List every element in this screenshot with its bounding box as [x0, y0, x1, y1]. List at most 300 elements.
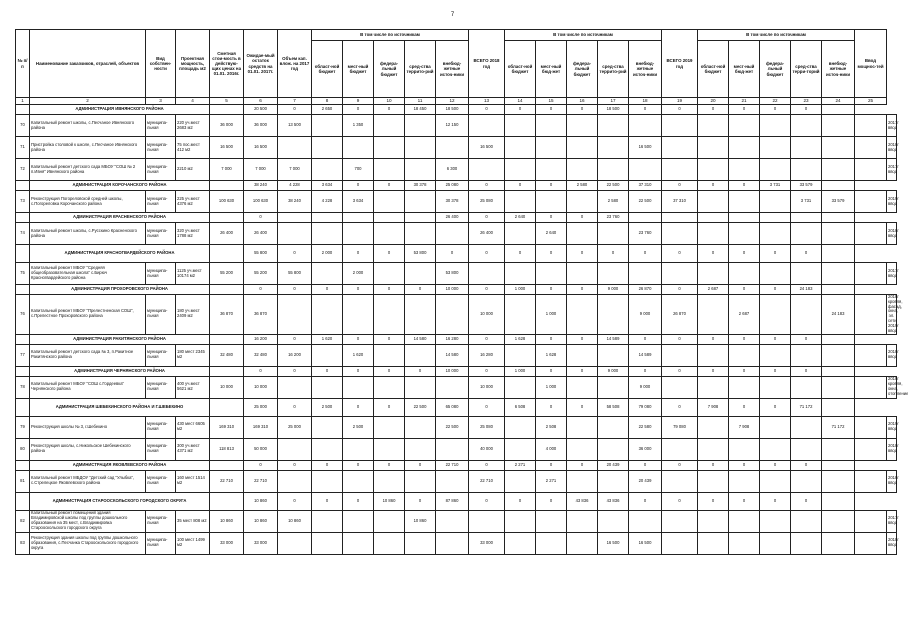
value-cell: 0 [505, 105, 536, 115]
value-cell [855, 263, 887, 285]
section-name: АДМИНИСТРАЦИЯ ШЕБЕКИНСКОГО РАЙОНА И Г.ШЕБЕКИНО [30, 398, 210, 416]
value-cell: 0 [374, 398, 405, 416]
value-cell: 16 500 [469, 137, 505, 159]
value-cell: 26 400 [244, 223, 278, 245]
value-cell [760, 159, 791, 181]
header-territory-2019: сред-ства терри-торий [791, 41, 822, 98]
value-cell: 0 [760, 245, 791, 263]
table-row [16, 115, 897, 137]
value-cell: 0 [312, 492, 343, 510]
value-cell [374, 344, 405, 366]
value-cell: 0 [760, 398, 791, 416]
value-cell [436, 510, 469, 532]
value-cell: 10 000 [469, 376, 505, 398]
column-number: 22 [760, 98, 791, 105]
value-cell: 0 [278, 398, 312, 416]
value-cell: 1 000 [505, 366, 536, 376]
row-number: 70 [16, 115, 30, 137]
value-cell [312, 510, 343, 532]
value-cell: 16 500 [210, 137, 244, 159]
value-cell [405, 416, 436, 438]
table-row [16, 137, 897, 159]
value-cell [278, 137, 312, 159]
section-name: АДМИНИСТРАЦИЯ ПРОХОРОВСКОГО РАЙОНА [30, 285, 210, 295]
value-cell: 2 687 [698, 285, 729, 295]
value-cell [855, 115, 887, 137]
section-name: АДМИНИСТРАЦИЯ ИВНЯНСКОГО РАЙОНА [30, 105, 210, 115]
value-cell: 0 [405, 492, 436, 510]
value-cell [536, 510, 567, 532]
value-cell: 25 000 [244, 398, 278, 416]
value-cell [278, 376, 312, 398]
value-cell: 0 [244, 213, 278, 223]
value-cell: 0 [729, 181, 760, 191]
value-cell [729, 376, 760, 398]
header-regional-2017: област-ной бюджет [312, 41, 343, 98]
table-row [16, 191, 897, 213]
value-cell [536, 137, 567, 159]
value-cell: 0 [343, 181, 374, 191]
row-number: 72 [16, 159, 30, 181]
value-cell [567, 470, 598, 492]
value-cell: 16 500 [244, 137, 278, 159]
value-cell: 2 687 [729, 295, 760, 335]
value-cell: 0 [567, 366, 598, 376]
value-cell: 0 [629, 460, 662, 470]
value-cell: 100 630 [210, 191, 244, 213]
value-cell [436, 376, 469, 398]
row-number [16, 105, 30, 115]
value-cell [698, 532, 729, 554]
value-cell: 14 580 [405, 334, 436, 344]
value-cell: 2 000 [343, 263, 374, 285]
value-cell [210, 492, 244, 510]
column-number: 13 [469, 98, 505, 105]
value-cell: 55 200 [210, 263, 244, 285]
header-ownership: Вид собствен-ности [146, 30, 176, 98]
value-cell: 33 000 [210, 532, 244, 554]
value-cell [629, 510, 662, 532]
value-cell [598, 263, 629, 285]
commission-cell: 2018г ввод [887, 344, 897, 366]
value-cell [729, 470, 760, 492]
value-cell [791, 263, 822, 285]
value-cell: 0 [629, 366, 662, 376]
value-cell: 0 [760, 285, 791, 295]
value-cell: 7 000 [244, 159, 278, 181]
object-name: Пристройка столовой к школе, с.Песчаное Ивнянского района [30, 137, 146, 159]
value-cell [210, 213, 244, 223]
value-cell [662, 532, 698, 554]
commission-cell: 2018г ввод [887, 470, 897, 492]
value-cell: 9 000 [598, 366, 629, 376]
section-row [16, 105, 897, 115]
value-cell: 3 634 [312, 181, 343, 191]
value-cell [698, 344, 729, 366]
value-cell: 0 [662, 105, 698, 115]
value-cell [791, 376, 822, 398]
value-cell [536, 159, 567, 181]
header-local-2018: мест-ный бюд-жет [536, 41, 567, 98]
value-cell: 1 620 [312, 334, 343, 344]
value-cell [405, 438, 436, 460]
header-remaining: Ожидае-мый остаток средств на 01.01. 2017г. [244, 30, 278, 98]
value-cell: 0 [698, 334, 729, 344]
value-cell [598, 223, 629, 245]
value-cell: 1 628 [505, 334, 536, 344]
value-cell: 2 500 [312, 398, 343, 416]
value-cell [210, 460, 244, 470]
header-extra-2019: внебюд-жетные источ-ники [822, 41, 855, 98]
value-cell [505, 159, 536, 181]
table-row [16, 438, 897, 460]
value-cell [760, 223, 791, 245]
value-cell: 32 480 [210, 344, 244, 366]
value-cell: 0 [791, 460, 822, 470]
value-cell: 23 760 [598, 213, 629, 223]
value-cell: 0 [662, 285, 698, 295]
value-cell [791, 159, 822, 181]
value-cell: 71 172 [791, 398, 822, 416]
value-cell: 0 [343, 105, 374, 115]
value-cell [760, 438, 791, 460]
capacity: 180 мест 2345 м2 [176, 344, 210, 366]
section-row [16, 492, 897, 510]
value-cell: 22 500 [405, 398, 436, 416]
ownership: муниципа-льная [146, 115, 176, 137]
value-cell: 0 [729, 105, 760, 115]
value-cell: 0 [791, 492, 822, 510]
value-cell: 169 310 [244, 416, 278, 438]
row-number: 82 [16, 510, 30, 532]
value-cell [698, 470, 729, 492]
value-cell: 7 000 [210, 159, 244, 181]
section-row [16, 213, 897, 223]
value-cell [822, 245, 855, 263]
value-cell: 26 870 [629, 285, 662, 295]
value-cell [343, 470, 374, 492]
object-name: Капитальный ремонт детского сада МБОУ "СОШ № 2 п.Ивня" Ивнянского района [30, 159, 146, 181]
object-name: Реконструкция здания школы под группы дошкольного образования, с.Песчанка Старооскольского городского округа [30, 532, 146, 554]
commission-cell: 2018г кровля, фасад, окна, эл. сети 2019г ввод [888, 294, 903, 333]
value-cell: 16 280 [469, 344, 505, 366]
value-cell [822, 334, 855, 344]
column-number: 15 [536, 98, 567, 105]
value-cell: 0 [662, 245, 698, 263]
value-cell [698, 159, 729, 181]
column-number: 12 [436, 98, 469, 105]
value-cell [505, 532, 536, 554]
value-cell: 3 731 [760, 181, 791, 191]
header-territory-2017: сред-ства террито-рий [405, 41, 436, 98]
value-cell: 14 589 [629, 344, 662, 366]
column-numbers-row [16, 98, 897, 105]
row-number: 75 [16, 263, 30, 285]
value-cell: 1 628 [536, 344, 567, 366]
value-cell: 22 710 [210, 470, 244, 492]
value-cell: 0 [760, 105, 791, 115]
section-name: АДМИНИСТРАЦИЯ КРАСНЕНСКОГО РАЙОНА [30, 213, 210, 223]
value-cell [822, 223, 855, 245]
value-cell [505, 438, 536, 460]
value-cell: 0 [729, 285, 760, 295]
value-cell [791, 510, 822, 532]
value-cell [729, 159, 760, 181]
value-cell [312, 137, 343, 159]
value-cell [729, 510, 760, 532]
value-cell [760, 510, 791, 532]
row-number [16, 245, 30, 263]
ownership: муниципа-льная [146, 470, 176, 492]
value-cell: 33 000 [244, 532, 278, 554]
value-cell [822, 181, 855, 191]
header-regional-2019: област-ной бюджет [698, 41, 729, 98]
value-cell [760, 416, 791, 438]
value-cell: 16 280 [436, 334, 469, 344]
value-cell [760, 115, 791, 137]
value-cell: 16 500 [629, 532, 662, 554]
value-cell: 33 000 [469, 532, 505, 554]
value-cell [278, 438, 312, 460]
table-row [16, 532, 897, 554]
value-cell: 0 [536, 460, 567, 470]
value-cell: 0 [536, 213, 567, 223]
value-cell [343, 510, 374, 532]
value-cell [855, 510, 887, 532]
commission-cell: 2019г ввод [887, 416, 897, 438]
row-number: 71 [16, 137, 30, 159]
value-cell: 23 760 [629, 223, 662, 245]
object-name: Капитальный ремонт МБОУ "Средняя общеобразовательная школа" с.Бирюч Красногвардейского района [30, 263, 146, 285]
capacity: 320 уч.мест 1788 м2 [176, 223, 210, 245]
value-cell: 1 620 [343, 344, 374, 366]
value-cell [729, 137, 760, 159]
value-cell: 0 [374, 181, 405, 191]
value-cell: 0 [791, 366, 822, 376]
value-cell [791, 137, 822, 159]
capacity: 225 уч.мест 4376 м2 [176, 191, 210, 213]
value-cell: 10 000 [210, 376, 244, 398]
header-sources-2017: В том числе по источникам [312, 30, 469, 41]
commission-cell: 2018г ввод [887, 532, 897, 554]
value-cell: 0 [598, 245, 629, 263]
value-cell: 10 000 [469, 295, 505, 335]
value-cell [567, 115, 598, 137]
value-cell: 25 080 [469, 416, 505, 438]
value-cell: 0 [536, 366, 567, 376]
value-cell [698, 263, 729, 285]
value-cell: 0 [343, 398, 374, 416]
section-row [16, 398, 897, 416]
commission-cell: 2018г ввод [887, 438, 897, 460]
value-cell: 0 [567, 460, 598, 470]
value-cell: 0 [729, 492, 760, 510]
value-cell: 0 [662, 334, 698, 344]
section-row [16, 285, 897, 295]
value-cell: 0 [662, 398, 698, 416]
object-name: Капитальный ремонт МБОУ "СОШ с.Гордеевка" Чернянского района [30, 376, 146, 398]
value-cell [729, 532, 760, 554]
capacity: 180 уч.мест 2409 м2 [176, 295, 210, 335]
ownership: муниципа-льная [146, 344, 176, 366]
value-cell: 38 240 [244, 181, 278, 191]
column-number: 17 [598, 98, 629, 105]
row-number [16, 334, 30, 344]
value-cell [374, 263, 405, 285]
value-cell [729, 223, 760, 245]
value-cell [374, 223, 405, 245]
table-row [16, 159, 897, 181]
table-body [16, 105, 908, 555]
value-cell [405, 470, 436, 492]
row-number [16, 181, 30, 191]
value-cell: 100 630 [244, 191, 278, 213]
column-number: 18 [629, 98, 662, 105]
value-cell [662, 510, 698, 532]
value-cell [469, 263, 505, 285]
value-cell [343, 137, 374, 159]
header-total-2018: ВСЕГО 2018 год [469, 30, 505, 98]
object-name: Реконструкция школы № 3, г.Шебекино [30, 416, 146, 438]
value-cell: 0 [662, 181, 698, 191]
value-cell: 0 [244, 285, 278, 295]
value-cell [822, 344, 855, 366]
value-cell [822, 398, 855, 416]
commission-cell: 2019г ввод [887, 191, 897, 213]
value-cell: 0 [469, 285, 505, 295]
column-number: 1 [16, 98, 30, 105]
value-cell [598, 159, 629, 181]
value-cell: 0 [567, 105, 598, 115]
ownership: муниципа-льная [146, 532, 176, 554]
value-cell [791, 344, 822, 366]
table-row [16, 344, 897, 366]
value-cell [598, 295, 629, 335]
value-cell: 118 813 [210, 438, 244, 460]
value-cell [567, 223, 598, 245]
value-cell [567, 191, 598, 213]
value-cell: 4 228 [278, 181, 312, 191]
value-cell [536, 191, 567, 213]
value-cell [698, 223, 729, 245]
value-cell: 26 400 [210, 223, 244, 245]
value-cell [374, 376, 405, 398]
section-row [16, 334, 897, 344]
value-cell [729, 191, 760, 213]
value-cell [505, 470, 536, 492]
value-cell: 0 [662, 492, 698, 510]
value-cell: 36 000 [629, 438, 662, 460]
value-cell: 0 [791, 245, 822, 263]
value-cell: 38 240 [278, 191, 312, 213]
value-cell [698, 191, 729, 213]
value-cell: 37 310 [662, 191, 698, 213]
value-cell: 7 000 [278, 159, 312, 181]
object-name: Капитальный ремонт школы, с.Песчаное Ивнянского района [30, 115, 146, 137]
value-cell [822, 213, 855, 223]
value-cell: 20 500 [244, 105, 278, 115]
value-cell: 32 480 [244, 344, 278, 366]
value-cell: 0 [698, 105, 729, 115]
value-cell: 10 860 [374, 492, 405, 510]
value-cell [436, 532, 469, 554]
value-cell: 0 [244, 460, 278, 470]
value-cell: 0 [374, 366, 405, 376]
value-cell: 87 860 [436, 492, 469, 510]
value-cell [312, 295, 343, 335]
value-cell [374, 191, 405, 213]
value-cell: 0 [469, 492, 505, 510]
value-cell: 16 500 [598, 532, 629, 554]
value-cell [698, 376, 729, 398]
page-number: 7 [450, 12, 455, 18]
row-number: 76 [16, 295, 30, 335]
value-cell: 4 228 [312, 191, 343, 213]
value-cell [312, 115, 343, 137]
value-cell: 0 [312, 366, 343, 376]
value-cell [405, 223, 436, 245]
value-cell: 10 860 [244, 492, 278, 510]
column-number: 7 [278, 98, 312, 105]
value-cell: 53 800 [405, 245, 436, 263]
value-cell: 2 500 [343, 416, 374, 438]
value-cell: 16 500 [629, 137, 662, 159]
value-cell: 4 000 [536, 438, 567, 460]
value-cell [791, 470, 822, 492]
header-territory-2018: сред-ства террито-рий [598, 41, 629, 98]
section-name: АДМИНИСТРАЦИЯ ЧЕРНЯНСКОГО РАЙОНА [30, 366, 210, 376]
header-total-2019: ВСЕГО 2019 год [662, 30, 698, 98]
value-cell [698, 115, 729, 137]
column-number: 23 [791, 98, 822, 105]
ownership: муниципа-льная [146, 223, 176, 245]
value-cell [698, 510, 729, 532]
value-cell [791, 295, 822, 335]
value-cell: 2 640 [536, 223, 567, 245]
value-cell: 20 439 [629, 470, 662, 492]
value-cell [405, 376, 436, 398]
value-cell [343, 213, 374, 223]
value-cell: 12 150 [436, 115, 469, 137]
value-cell: 0 [567, 245, 598, 263]
value-cell [567, 295, 598, 335]
value-cell [855, 137, 887, 159]
row-number: 81 [16, 470, 30, 492]
commission-cell: 2017г ввод [887, 263, 897, 285]
value-cell: 0 [662, 366, 698, 376]
value-cell: 36 000 [210, 115, 244, 137]
value-cell: 13 500 [278, 115, 312, 137]
value-cell [698, 213, 729, 223]
value-cell: 2 271 [505, 460, 536, 470]
value-cell [822, 105, 855, 115]
capacity: 1125 уч.мест 10174 м2 [176, 263, 210, 285]
header-commission: Ввод мощнос-тей [855, 30, 887, 98]
value-cell [598, 344, 629, 366]
header-local-2017: мест-ный бюджет [343, 41, 374, 98]
capacity: 2210 м2 [176, 159, 210, 181]
value-cell: 0 [629, 245, 662, 263]
row-number [16, 213, 30, 223]
value-cell [374, 438, 405, 460]
value-cell: 0 [343, 245, 374, 263]
value-cell: 33 579 [791, 181, 822, 191]
value-cell [760, 295, 791, 335]
ownership: муниципа-льная [146, 510, 176, 532]
column-number: 20 [698, 98, 729, 105]
table-row [16, 416, 897, 438]
value-cell: 55 800 [244, 245, 278, 263]
